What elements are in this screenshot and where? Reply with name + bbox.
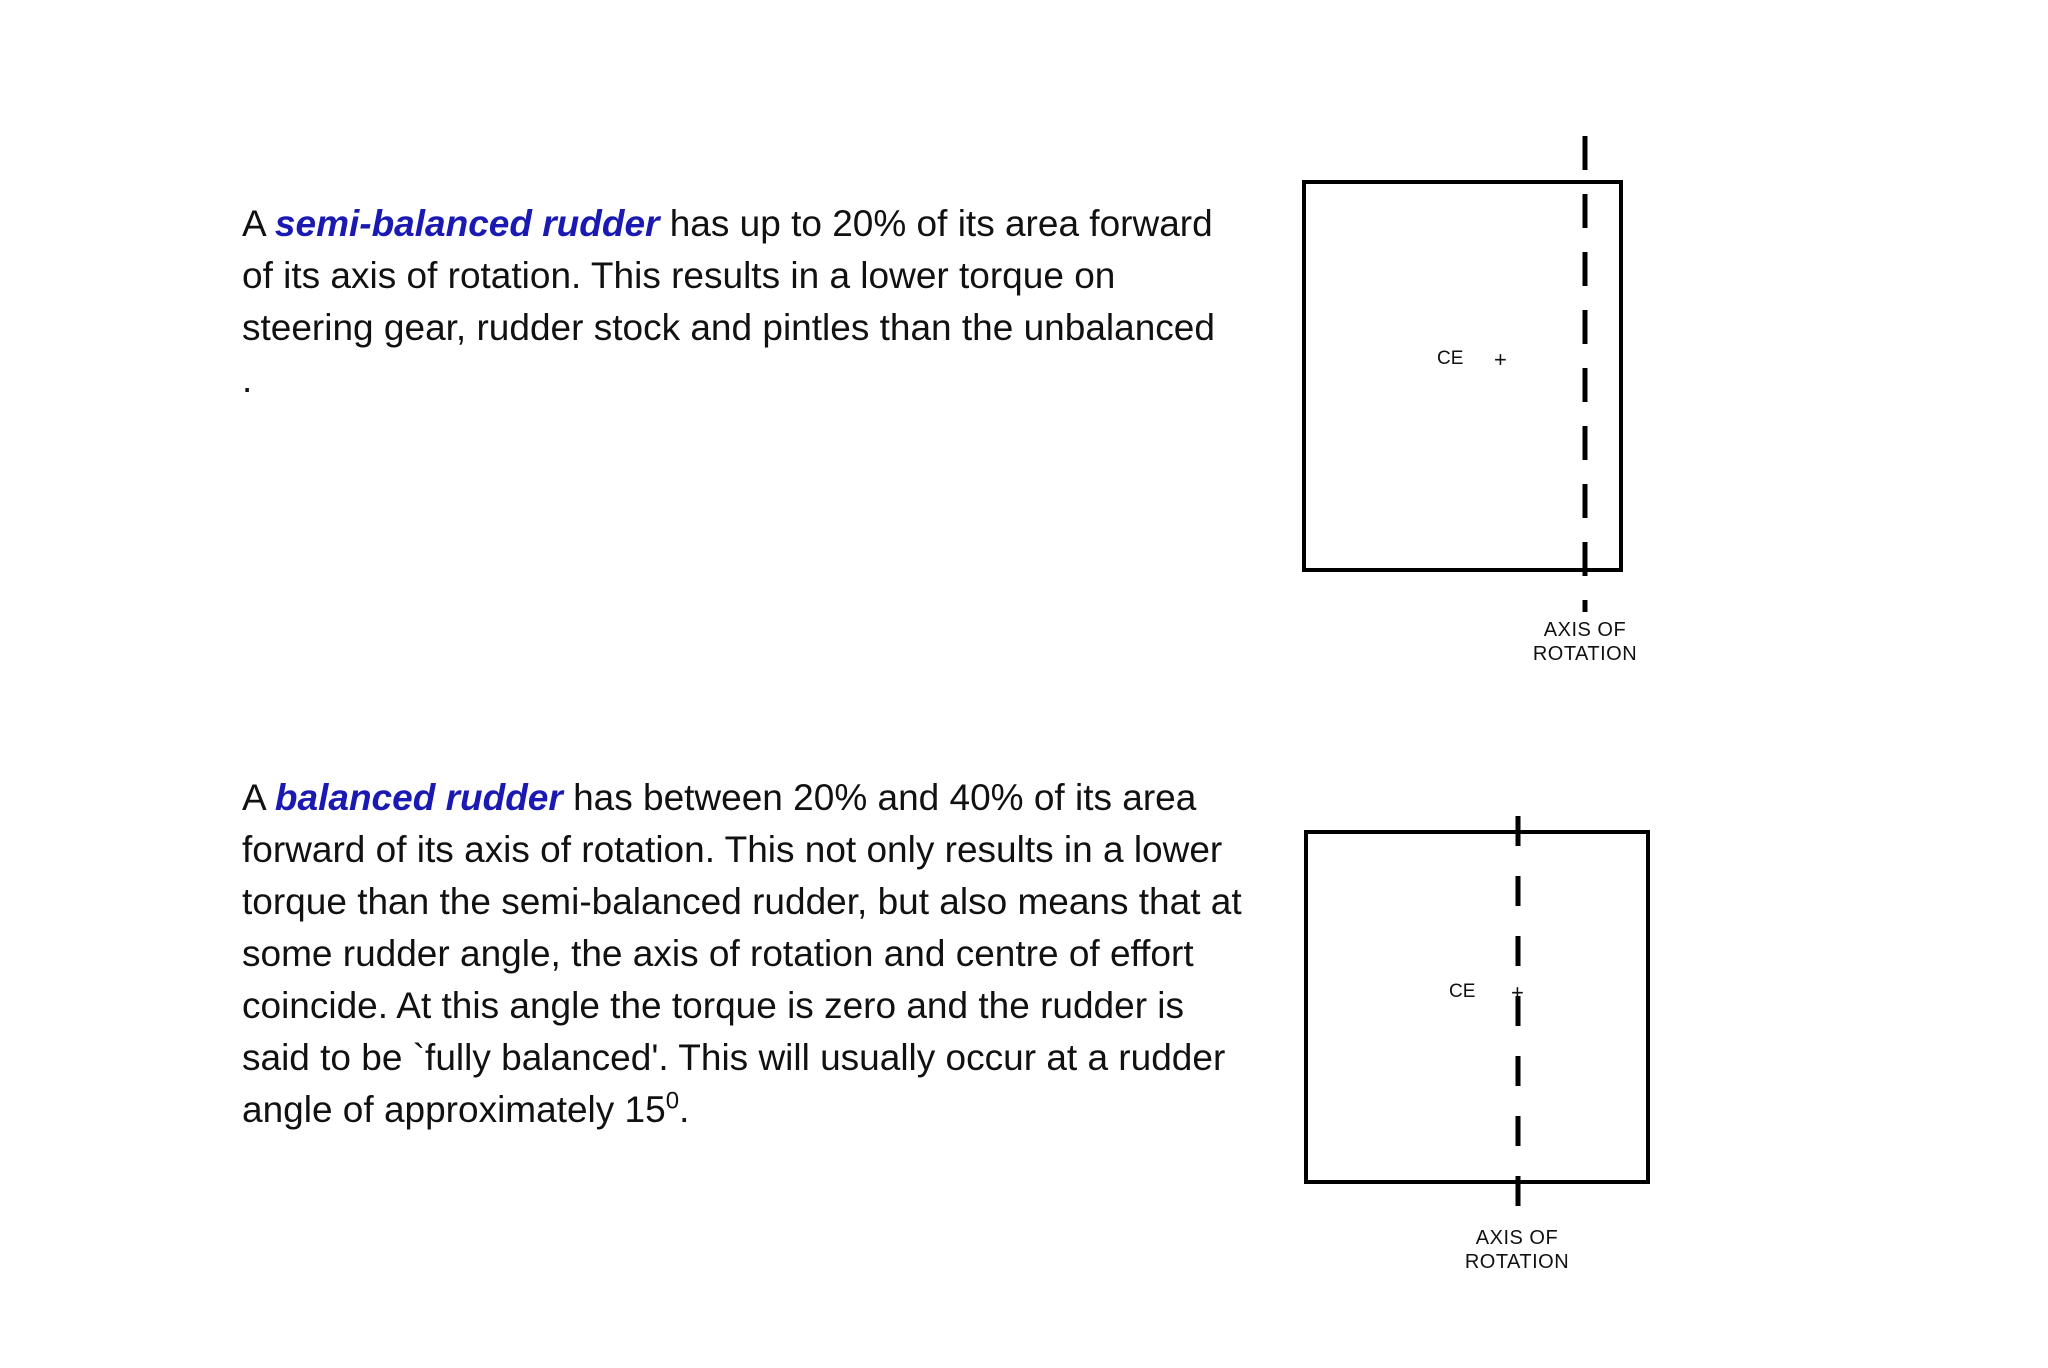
balanced-paragraph bbox=[242, 772, 1252, 1136]
semi-body: has up to 20% of its area forward of its axis of rotation. This results in a lower torque on steering gear, rudder stock and pintles than the unbalanced bbox=[242, 203, 1215, 348]
axis-label-line-1: AXIS OF bbox=[1543, 619, 1627, 641]
ce-label: CE bbox=[1437, 348, 1464, 369]
rudder-outline bbox=[1306, 832, 1648, 1182]
axis-label-line-1: AXIS OF bbox=[1475, 1227, 1559, 1249]
semi-tail: . bbox=[242, 359, 253, 400]
rudder-outline bbox=[1304, 182, 1621, 570]
degree-superscript: 0 bbox=[665, 1087, 680, 1115]
axis-of-rotation-label bbox=[1510, 618, 1660, 666]
semi-balanced-rudder-diagram bbox=[1300, 130, 1640, 620]
balanced-lead: A bbox=[242, 777, 265, 818]
balanced-end: . bbox=[679, 1089, 690, 1130]
axis-of-rotation-label bbox=[1442, 1226, 1592, 1274]
axis-label-line-2: ROTATION bbox=[1532, 643, 1638, 665]
ce-label: CE bbox=[1449, 981, 1476, 1002]
axis-label-line-2: ROTATION bbox=[1464, 1251, 1570, 1273]
centre-of-effort-marker: + bbox=[1494, 347, 1507, 372]
centre-of-effort-marker: + bbox=[1511, 980, 1524, 1005]
semi-lead: A bbox=[242, 203, 265, 244]
balanced-rudder-diagram bbox=[1300, 810, 1660, 1230]
balanced-term: balanced rudder bbox=[274, 777, 563, 818]
semi-balanced-term: semi-balanced rudder bbox=[274, 203, 660, 244]
semi-balanced-paragraph bbox=[242, 198, 1252, 406]
balanced-body: has between 20% and 40% of its area forward of its axis of rotation. This not only results in a lower torque than the semi-balanced rudder, but also means that at some rudder angle, the axis of rotation and centre of effort coincide. At this angle the torque is zero and the rudder is said to be `fully balanced'. This will usually occur at a rudder angle of approximately 15 bbox=[242, 777, 1242, 1130]
